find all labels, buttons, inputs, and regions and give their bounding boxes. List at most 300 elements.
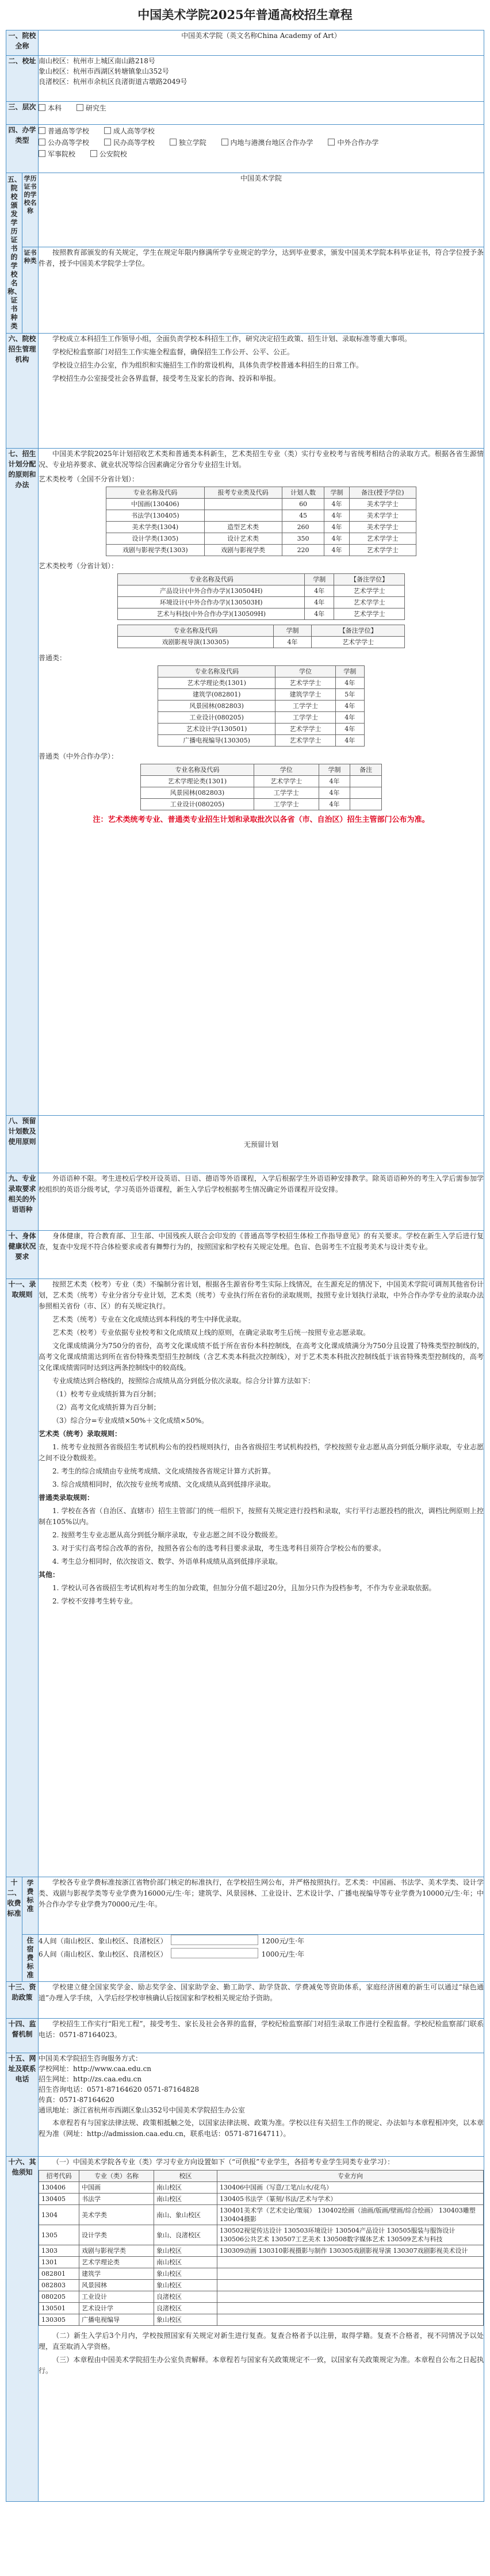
table-cell: 130406中国画（写意/工笔/山水/花鸟）: [217, 2182, 484, 2194]
table-cell: 环境设计(中外合作办学)(130503H): [118, 597, 305, 608]
table-row: [106, 499, 416, 510]
table-header-cell: 专业（类）名称: [79, 2171, 154, 2182]
plan-caption: 普通类（中外合作办学）：: [39, 752, 118, 760]
table-header-cell: 【备注学位】: [334, 574, 405, 585]
table-cell: 设计学类(1305): [106, 533, 205, 545]
table-cell: 艺术学理论类(1301): [141, 776, 254, 787]
table-cell: 130406: [39, 2182, 79, 2194]
table-cell: 戏剧与影视学类: [79, 2245, 154, 2257]
table-row: [39, 2194, 484, 2205]
table-cell: 美术学类(1304): [106, 522, 205, 533]
table-header-cell: 专业名称及代码: [106, 487, 205, 499]
table-cell: [350, 776, 382, 787]
table-cell: 艺术学学士: [275, 735, 335, 747]
lodging-content: [39, 1935, 484, 1982]
table-cell: 工学学士: [254, 799, 319, 810]
rules-paragraph: 1. 统考专业按照各省级招生考试机构公布的投档规则执行，由各省级招生考试机构投档，学校按照专业志愿从高分到低分顺序录取，专业志愿之间不设分数级差。: [39, 1443, 484, 1462]
table-cell: 戏剧与影视学类(1303): [106, 545, 205, 556]
table-cell: 4年: [319, 787, 350, 799]
label-language: 九、专业录取要求相关的外语语种: [6, 1173, 39, 1231]
other-content: [39, 2157, 484, 2502]
table-cell: 4年: [324, 499, 349, 510]
table-row: [106, 522, 416, 533]
plan-content: [39, 449, 484, 1116]
table-cell: 南山、象山校区: [154, 2205, 217, 2225]
table-cell: 广播电视编导: [79, 2314, 154, 2326]
label-admin: 六、院校招生管理机构: [6, 334, 39, 449]
table-cell: 良渚校区: [154, 2291, 217, 2303]
rules-heading: 艺术类（统考）录取规则：: [39, 1430, 122, 1438]
table-cell: [350, 787, 382, 799]
table-cell: 艺术学学士: [349, 533, 416, 545]
table-cell: 艺术设计学: [79, 2303, 154, 2314]
table-cell: 艺术学理论类: [79, 2257, 154, 2268]
table-cell: 中国画: [79, 2182, 154, 2194]
charter-table: [6, 30, 484, 2502]
table-cell: [204, 510, 282, 522]
table-cell: 建筑学学士: [275, 689, 335, 701]
tuition-content: [39, 1877, 484, 1935]
table-cell: [217, 2303, 484, 2314]
label-contact: 十五、网址及联系电话: [6, 2053, 39, 2157]
table-cell: 1304: [39, 2205, 79, 2225]
table-row: [106, 510, 416, 522]
rules-paragraph: 2. 按照考生专业志愿从高分到低分顺序录取，专业志愿之间不设分数级差。: [52, 1531, 282, 1539]
table-cell: 4年: [335, 712, 364, 724]
cert-paragraph: 按照教育部颁发的有关规定，学生在规定年限内修满所学专业规定的学分，达到毕业要求，颁发中国美术学院本科毕业证书，符合学位授予条件者，授予中国美术学院学士学位。: [39, 248, 484, 267]
rules-paragraph: 艺术类（统考）专业在文化成绩达到本科线的考生中择优录取。: [52, 1315, 246, 1323]
fee-box: [171, 1935, 258, 1945]
table-header-cell: 学制: [305, 574, 334, 585]
address-line: 南山校区：杭州市上城区南山路218号: [39, 57, 155, 65]
label-health: 十、身体健康状况要求: [6, 1231, 39, 1279]
checkbox-icon: [104, 139, 111, 146]
table-cell: 4年: [305, 585, 334, 597]
table-header-cell: 计划人数: [282, 487, 324, 499]
address-block: [39, 56, 484, 102]
checkbox-icon: [39, 139, 45, 146]
label-aid: 十三、资助政策: [6, 1982, 39, 2019]
admin-content: [39, 334, 484, 449]
table-cell: 080205: [39, 2291, 79, 2303]
checkbox-icon: [90, 150, 97, 157]
table-header-cell: 学制: [319, 764, 350, 776]
table-row: [39, 2245, 484, 2257]
row-admin: [6, 334, 484, 449]
table-cell: 造型艺术类: [204, 522, 282, 533]
table-header-cell: 招考代码: [39, 2171, 79, 2182]
table-row: [106, 533, 416, 545]
plan-table-province: [117, 573, 405, 620]
table-row: [118, 637, 405, 648]
table-cell: 产品设计(中外合作办学)(130504H): [118, 585, 305, 597]
address-line: 良渚校区：杭州市余杭区良渚街道古墩路2049号: [39, 78, 187, 86]
table-cell: 130502视觉传达设计 130503环境设计 130504产品设计 130505服装与服饰设计 130506公共艺术 130507工艺美术 130508数字媒体艺术 130509艺术与科技: [217, 2225, 484, 2245]
table-row: [39, 2182, 484, 2194]
admin-paragraph: 学校设立招生办公室，作为组织和实施招生工作的常设机构，具体负责学校普通本科招生的日常工作。: [52, 361, 363, 369]
option-type: [39, 149, 75, 159]
table-cell: 130309动画 130310影视摄影与制作 130305戏剧影视导演 130307戏剧影视美术设计: [217, 2245, 484, 2257]
checkbox-icon: [39, 127, 45, 134]
table-cell: 1303: [39, 2245, 79, 2257]
plan-table-director: [117, 625, 405, 648]
row-language: [6, 1173, 484, 1231]
table-header-cell: 专业名称及代码: [141, 764, 254, 776]
table-header-cell: 专业方向: [217, 2171, 484, 2182]
row-aid: [6, 1982, 484, 2019]
table-header-cell: 学位: [275, 666, 335, 678]
table-cell: 工学学士: [254, 787, 319, 799]
table-cell: 艺术与科技(中外合作办学)(130509H): [118, 608, 305, 620]
option-type: [221, 137, 313, 148]
table-header-cell: 专业名称及代码: [118, 625, 274, 637]
rules-paragraph: 4. 考生总分相同时，依次按语文、数学、外语单科成绩从高到低排序录取。: [52, 1557, 282, 1565]
table-row: [39, 2291, 484, 2303]
label-school-type: 四、办学类型: [6, 125, 39, 173]
table-header-cell: 报考专业类及代码: [204, 487, 282, 499]
label-text: 中外合作办学: [337, 139, 379, 147]
label-address: 二、校址: [6, 56, 39, 102]
option-graduate: [76, 103, 106, 113]
table-cell: 130405书法学（篆刻/书法/艺术与学术）: [217, 2194, 484, 2205]
table-row: [118, 608, 405, 620]
address-line: 象山校区：杭州市西湖区转塘镇象山352号: [39, 67, 169, 75]
table-cell: 象山校区: [154, 2245, 217, 2257]
label-certificate: 五、院校颁发学历证书的学校名称、证书种类: [6, 173, 22, 334]
table-cell: 艺术学学士: [334, 597, 405, 608]
table-cell: 书法学(130405): [106, 510, 205, 522]
table-cell: [217, 2280, 484, 2291]
admission-rules-content: [39, 1279, 484, 1877]
label-school-name: 一、院校全称: [6, 30, 39, 56]
checkbox-icon: [76, 104, 83, 111]
table-cell: 风景园林(082803): [158, 701, 275, 712]
table-cell: 5年: [335, 689, 364, 701]
checkbox-icon: [104, 127, 111, 134]
table-cell: 4年: [305, 597, 334, 608]
table-cell: 4年: [273, 637, 312, 648]
table-cell: 工业设计: [79, 2291, 154, 2303]
health-text: 身体健康，符合教育部、卫生部、中国残疾人联合会印发的《普通高等学校招生体检工作指导意见》的有关要求。学校在新生入学后进行复查，复查中发现不符合体检要求或者有舞弊行为的，按照国家和学校有关规定处理。色盲、色弱考生不宜报考美术与设计类专业。: [39, 1232, 484, 1251]
contact-note: 本章程若有与国家法律法规、政策相抵触之处，以国家法律法规、政策为准。学校以往有关招生工作的规定、办法如与本章程相冲突，以本章程为准（网址：http://admission.caa.edu.cn，联系电话：0571-87164711）。: [39, 2119, 484, 2138]
table-cell: 130501: [39, 2303, 79, 2314]
rules-paragraph: 2. 学校不安排考生转专业。: [52, 1597, 137, 1605]
checkbox-icon: [328, 139, 335, 146]
table-cell: 350: [282, 533, 324, 545]
table-cell: 南山校区: [154, 2182, 217, 2194]
label-level: 三、层次: [6, 102, 39, 125]
table-row: [39, 2280, 484, 2291]
rules-paragraph: 艺术类（校考）专业依据专业校考和文化成绩双上线的原则，在确定录取考生后统一按照专业志愿录取。: [52, 1329, 370, 1337]
table-header-cell: 学制: [273, 625, 312, 637]
table-header-cell: 校区: [154, 2171, 217, 2182]
table-cell: 工学学士: [275, 712, 335, 724]
table-cell: 风景园林(082803): [141, 787, 254, 799]
table-cell: 戏剧与影视学类: [204, 545, 282, 556]
table-cell: 艺术学学士: [334, 585, 405, 597]
plan-table-coop: [140, 764, 382, 810]
table-cell: 4年: [335, 678, 364, 689]
table-cell: 建筑学(082801): [158, 689, 275, 701]
table-cell: 工业设计(080205): [158, 712, 275, 724]
lodging-item: [39, 1935, 484, 1947]
row-cert-type: [6, 247, 484, 333]
label-supervision: 十四、监督机制: [6, 2019, 39, 2053]
fee-box: [171, 1948, 258, 1958]
table-cell: [217, 2257, 484, 2268]
major-direction-table: [39, 2170, 484, 2326]
table-cell: 220: [282, 545, 324, 556]
table-row: [158, 712, 365, 724]
cert-school: 中国美术学院: [39, 173, 484, 247]
label-admission-rules: 十一、录取规则: [6, 1279, 39, 1877]
rules-heading: 其他：: [39, 1571, 60, 1579]
table-row: [158, 678, 365, 689]
other-intro: （一）中国美术学院各专业（类）学习专业方向设置如下（“可供报”专业学生，各招考专业学生同类专业学习）：: [52, 2158, 395, 2166]
row-reserve: [6, 1116, 484, 1173]
table-header-cell: 专业名称及代码: [118, 574, 305, 585]
table-cell: [204, 499, 282, 510]
row-admission-rules: [6, 1279, 484, 1877]
plan-caption: 艺术类校考（全国不分省计划）：: [39, 475, 139, 483]
rules-paragraph: 1. 学校在各省（自治区、直辖市）招生主管部门的统一组织下，按照有关规定进行投档和录取，实行平行志愿投档的批次，调档比例原则上控制在105%以内。: [39, 1507, 484, 1526]
row-contact: [6, 2053, 484, 2157]
cert-type: [39, 247, 484, 333]
table-cell: 工学学士: [275, 701, 335, 712]
label-text: 本科: [48, 104, 62, 112]
label-cert-type: 证书种类: [22, 247, 39, 333]
language-text: 外语语种不限。考生进校后学校开设英语、日语、德语等外语课程，入学后根据学生外语语种安排教学。除英语语种外的考生入学后需参加学校组织的英语分级考试，学习英语外语课程，新生入学后学校根据考生情况确定外语课程开设安排。: [39, 1174, 484, 1193]
other-paragraph: （二）新生入学后3个月内，学校按照国家有关规定对新生进行复查。复查合格者予以注册，取得学籍。复查不合格者，视不同情况予以处理，直至取消入学资格。: [39, 2332, 484, 2351]
table-row: [39, 2268, 484, 2280]
label-plan: 七、招生计划分配的原则和办法: [6, 449, 39, 1116]
contact-line: 中国美术学院招生咨询服务方式：: [39, 2054, 143, 2062]
table-cell: 良渚校区: [154, 2303, 217, 2314]
table-row: [39, 2257, 484, 2268]
table-cell: 130305: [39, 2314, 79, 2326]
label-text: 4人间（南山校区、象山校区、良渚校区）: [39, 1937, 167, 1945]
label-text: 1000元/生·年: [261, 1950, 305, 1958]
label-fees: 十二、收费标准: [6, 1877, 22, 1982]
table-cell: 美术学学士: [349, 499, 416, 510]
table-cell: 工业设计(080205): [141, 799, 254, 810]
table-cell: 风景园林: [79, 2280, 154, 2291]
supervision-content: [39, 2019, 484, 2053]
table-header-cell: 学位: [254, 764, 319, 776]
option-type: [104, 126, 155, 136]
rules-paragraph: （1）校考专业成绩折算为百分制；: [52, 1390, 160, 1398]
school-name: 中国美术学院（英文名称China Academy of Art）: [39, 30, 484, 56]
table-row: [141, 799, 382, 810]
option-type: [39, 126, 89, 136]
table-cell: 建筑学: [79, 2268, 154, 2280]
reserve-text: 无预留计划: [39, 1116, 484, 1173]
table-cell: 4年: [335, 724, 364, 735]
lodging-item: [39, 1948, 484, 1960]
row-school-name: [6, 30, 484, 56]
table-cell: 美术学学士: [349, 522, 416, 533]
table-cell: [350, 799, 382, 810]
admin-paragraph: 学校招生办公室接受社会各界监督，接受考生及家长的咨询、投诉和举报。: [52, 374, 281, 382]
website-link[interactable]: 招生网址：http://zs.caa.edu.cn: [39, 2075, 142, 2083]
label-cert-school: 学历证书的学校名称: [22, 173, 39, 247]
rules-paragraph: （3）综合分=专业成绩×50%＋文化成绩×50%。: [52, 1417, 209, 1425]
table-cell: 130405: [39, 2194, 79, 2205]
table-cell: 4年: [319, 776, 350, 787]
school-type-options: [39, 125, 484, 173]
label-text: 成人高等学校: [113, 127, 155, 135]
table-row: [39, 2225, 484, 2245]
table-row: [141, 776, 382, 787]
table-cell: 4年: [335, 701, 364, 712]
plan-caption: 艺术类校考（分省计划）：: [39, 562, 118, 570]
option-type: [39, 137, 89, 148]
row-cert-school: [6, 173, 484, 247]
rules-paragraph: 专业成绩达到合格线的，按照综合成绩从高分到低分依次录取。综合分计算方法如下：: [52, 1377, 315, 1385]
option-type: [104, 137, 155, 148]
rules-paragraph: 3. 对于实行高考综合改革的省份，按照各省公布的选考科目要求录取，考生选考科目须符合学校公布的要求。: [52, 1544, 386, 1552]
table-cell: 中国画(130406): [106, 499, 205, 510]
table-cell: 设计艺术类: [204, 533, 282, 545]
option-type: [90, 149, 127, 159]
tuition-text: 学校各专业学费标准按浙江省物价部门核定的标准执行，在学校招生网公布，并严格按照执行。艺术类：中国画、书法学、美术学类、设计学类、戏剧与影视学类等专业学费为16000元/生·年；建筑学、风景园林、工业设计、艺术设计学、广播电视编导等专业学费为10000元/生·年；中外合作办学专业学费为70000元/生·年。: [39, 1878, 484, 1908]
table-cell: 艺术学学士: [275, 678, 335, 689]
table-cell: 1301: [39, 2257, 79, 2268]
table-header-cell: 学制: [335, 666, 364, 678]
table-header-cell: 备注: [350, 764, 382, 776]
table-cell: [217, 2291, 484, 2303]
rules-paragraph: 2. 考生的综合成绩由专业统考成绩、文化成绩按各省规定计算方式折算。: [52, 1467, 275, 1475]
table-row: [106, 545, 416, 556]
row-health: [6, 1231, 484, 1279]
checkbox-icon: [39, 104, 45, 111]
option-type: [170, 137, 206, 148]
supervision-text: 学校招生工作实行“阳光工程”，接受考生、家长及社会各界的监督，学校纪检监察部门对招生录取工作进行全程监督。学校纪检监察部门联系电话：0571-87164023。: [39, 2020, 484, 2039]
table-cell: 4年: [324, 533, 349, 545]
table-cell: 45: [282, 510, 324, 522]
table-cell: 艺术学学士: [275, 724, 335, 735]
table-header-cell: 专业名称及代码: [158, 666, 275, 678]
label-tuition: 学费标准: [22, 1877, 39, 1935]
label-text: 6人间（南山校区、象山校区、良渚校区）: [39, 1950, 167, 1958]
page-title: 中国美术学院2025年普通高校招生章程: [137, 7, 353, 22]
contact-content: [39, 2053, 484, 2157]
table-cell: 戏剧影视导演(130305): [118, 637, 274, 648]
table-header-cell: 学制: [324, 487, 349, 499]
label-reserve: 八、预留计划数及使用原则: [6, 1116, 39, 1173]
table-cell: 082803: [39, 2280, 79, 2291]
table-row: [158, 701, 365, 712]
table-cell: 书法学: [79, 2194, 154, 2205]
table-cell: 南山校区: [154, 2194, 217, 2205]
table-cell: 4年: [324, 545, 349, 556]
table-row: [158, 735, 365, 747]
table-cell: 象山校区: [154, 2268, 217, 2280]
rules-heading: 普通类录取规则：: [39, 1494, 94, 1502]
contact-line: 传真：0571-87164620: [39, 2096, 114, 2104]
checkbox-icon: [39, 150, 45, 157]
table-cell: 艺术学学士: [254, 776, 319, 787]
plan-intro: 中国美术学院2025年计划招收艺术类和普通类本科新生，艺术类招生专业（类）实行专业校考与省统考相结合的录取方式。根据各省生源情况、专业培养要求、就业状况等综合因素确定分省分专业招生计划。: [39, 450, 484, 469]
rules-paragraph: （2）高考文化成绩折算为百分制；: [52, 1403, 160, 1411]
table-cell: 1305: [39, 2225, 79, 2245]
website-link[interactable]: 学校网址：http://www.caa.edu.cn: [39, 2065, 152, 2073]
label-text: 公办高等学校: [48, 139, 90, 147]
table-cell: 象山校区: [154, 2280, 217, 2291]
table-cell: 象山校区: [154, 2314, 217, 2326]
table-cell: 082801: [39, 2268, 79, 2280]
table-cell: 南山校区: [154, 2257, 217, 2268]
table-cell: 美术学学士: [349, 510, 416, 522]
row-lodging: [6, 1935, 484, 1982]
level-options: [39, 102, 484, 125]
checkbox-icon: [170, 139, 177, 146]
label-text: 军事院校: [48, 150, 76, 158]
language-content: [39, 1173, 484, 1231]
table-cell: 广播电视编导(130305): [158, 735, 275, 747]
table-row: [158, 689, 365, 701]
table-row: [141, 787, 382, 799]
table-cell: 4年: [319, 799, 350, 810]
table-cell: 艺术学学士: [349, 545, 416, 556]
table-header-cell: 【备注学位】: [312, 625, 405, 637]
admin-paragraph: 学校纪检监察部门对招生工作实施全程监督，确保招生工作公开、公平、公正。: [52, 348, 294, 356]
aid-text: 学校建立健全国家奖学金、励志奖学金、国家助学金、勤工助学、助学贷款、学费减免等资助体系，家庭经济困难的新生可以通过“绿色通道”办理入学手续，入学后经学校审核确认后按国家和学校相关规定给予资助。: [39, 1983, 484, 2002]
option-type: [328, 137, 378, 148]
row-plan: [6, 449, 484, 1116]
option-undergrad: [39, 103, 62, 113]
label-text: 公安院校: [99, 150, 127, 158]
table-cell: 4年: [324, 522, 349, 533]
table-cell: 260: [282, 522, 324, 533]
admin-paragraph: 学校成立本科招生工作领导小组，全面负责学校本科招生工作，研究决定招生政策、招生计划、录取标准等重大事项。: [52, 335, 412, 343]
table-cell: 象山、良渚校区: [154, 2225, 217, 2245]
rules-paragraph: 文化课成绩满分为750分的省份，高考文化课成绩不低于所在省份本科控制线，在高考文化课成绩满分为750分且设置了特殊类型控制线的，高考文化课成绩需达到所在省份特殊类型招生控制线（含艺术类本科批次控制线），对于艺术类本科批次控制线低于该省特殊类型控制线的，高考文化课成绩需同时达到这两条控制线中的较高线。: [39, 1342, 484, 1372]
row-other: [6, 2157, 484, 2502]
row-school-type: [6, 125, 484, 173]
rules-paragraph: 按照艺术类（校考）专业（类）不编制分省计划，根据各生源省份考生实际上线情况，在生源充足的情况下，中国美术学院可调剂其他省份计划，艺术类（统考）专业分省分专业计划，艺术类（统考）专业执行所在省份的录取规则，按照专业计划执行录取，中外合作办学专业的录取办法参照相关省份（市、区）的有关规定执行。: [39, 1280, 484, 1310]
table-cell: 4年: [305, 608, 334, 620]
table-cell: 艺术学学士: [334, 608, 405, 620]
table-row: [118, 597, 405, 608]
label-text: 普通高等学校: [48, 127, 90, 135]
table-row: [39, 2205, 484, 2225]
label-text: 内地与港澳台地区合作办学: [230, 139, 313, 147]
table-cell: 4年: [324, 510, 349, 522]
contact-line: 招生咨询电话：0571-87164620 0571-87164828: [39, 2085, 200, 2093]
table-cell: 艺术学学士: [312, 637, 405, 648]
label-other: 十六、其他须知: [6, 2157, 39, 2502]
contact-line: 通讯地址：浙江省杭州市西湖区象山352号中国美术学院招生办公室: [39, 2106, 245, 2114]
table-row: [158, 724, 365, 735]
table-cell: 艺术学理论类(1301): [158, 678, 275, 689]
row-address: [6, 56, 484, 102]
table-row: [39, 2314, 484, 2326]
label-text: 独立学院: [178, 139, 206, 147]
table-row: [39, 2303, 484, 2314]
rules-paragraph: 1. 学校认可各省级招生考试机构对考生的加分政策，但加分分值不超过20分，且加分只作为投档参考，不作为专业录取依据。: [52, 1584, 436, 1592]
other-paragraph: （三）本章程由中国美术学院招生办公室负责解释。本章程若与国家有关政策规定不一致，以国家有关政策规定为准。本章程自公布之日起执行。: [39, 2356, 484, 2375]
plan-caption: 普通类：: [39, 654, 67, 662]
row-tuition: [6, 1877, 484, 1935]
table-row: [118, 585, 405, 597]
aid-content: [39, 1982, 484, 2019]
row-supervision: [6, 2019, 484, 2053]
plan-table-general: [158, 665, 365, 747]
table-cell: 美术学类: [79, 2205, 154, 2225]
plan-table-national: [106, 487, 416, 556]
table-cell: [217, 2268, 484, 2280]
